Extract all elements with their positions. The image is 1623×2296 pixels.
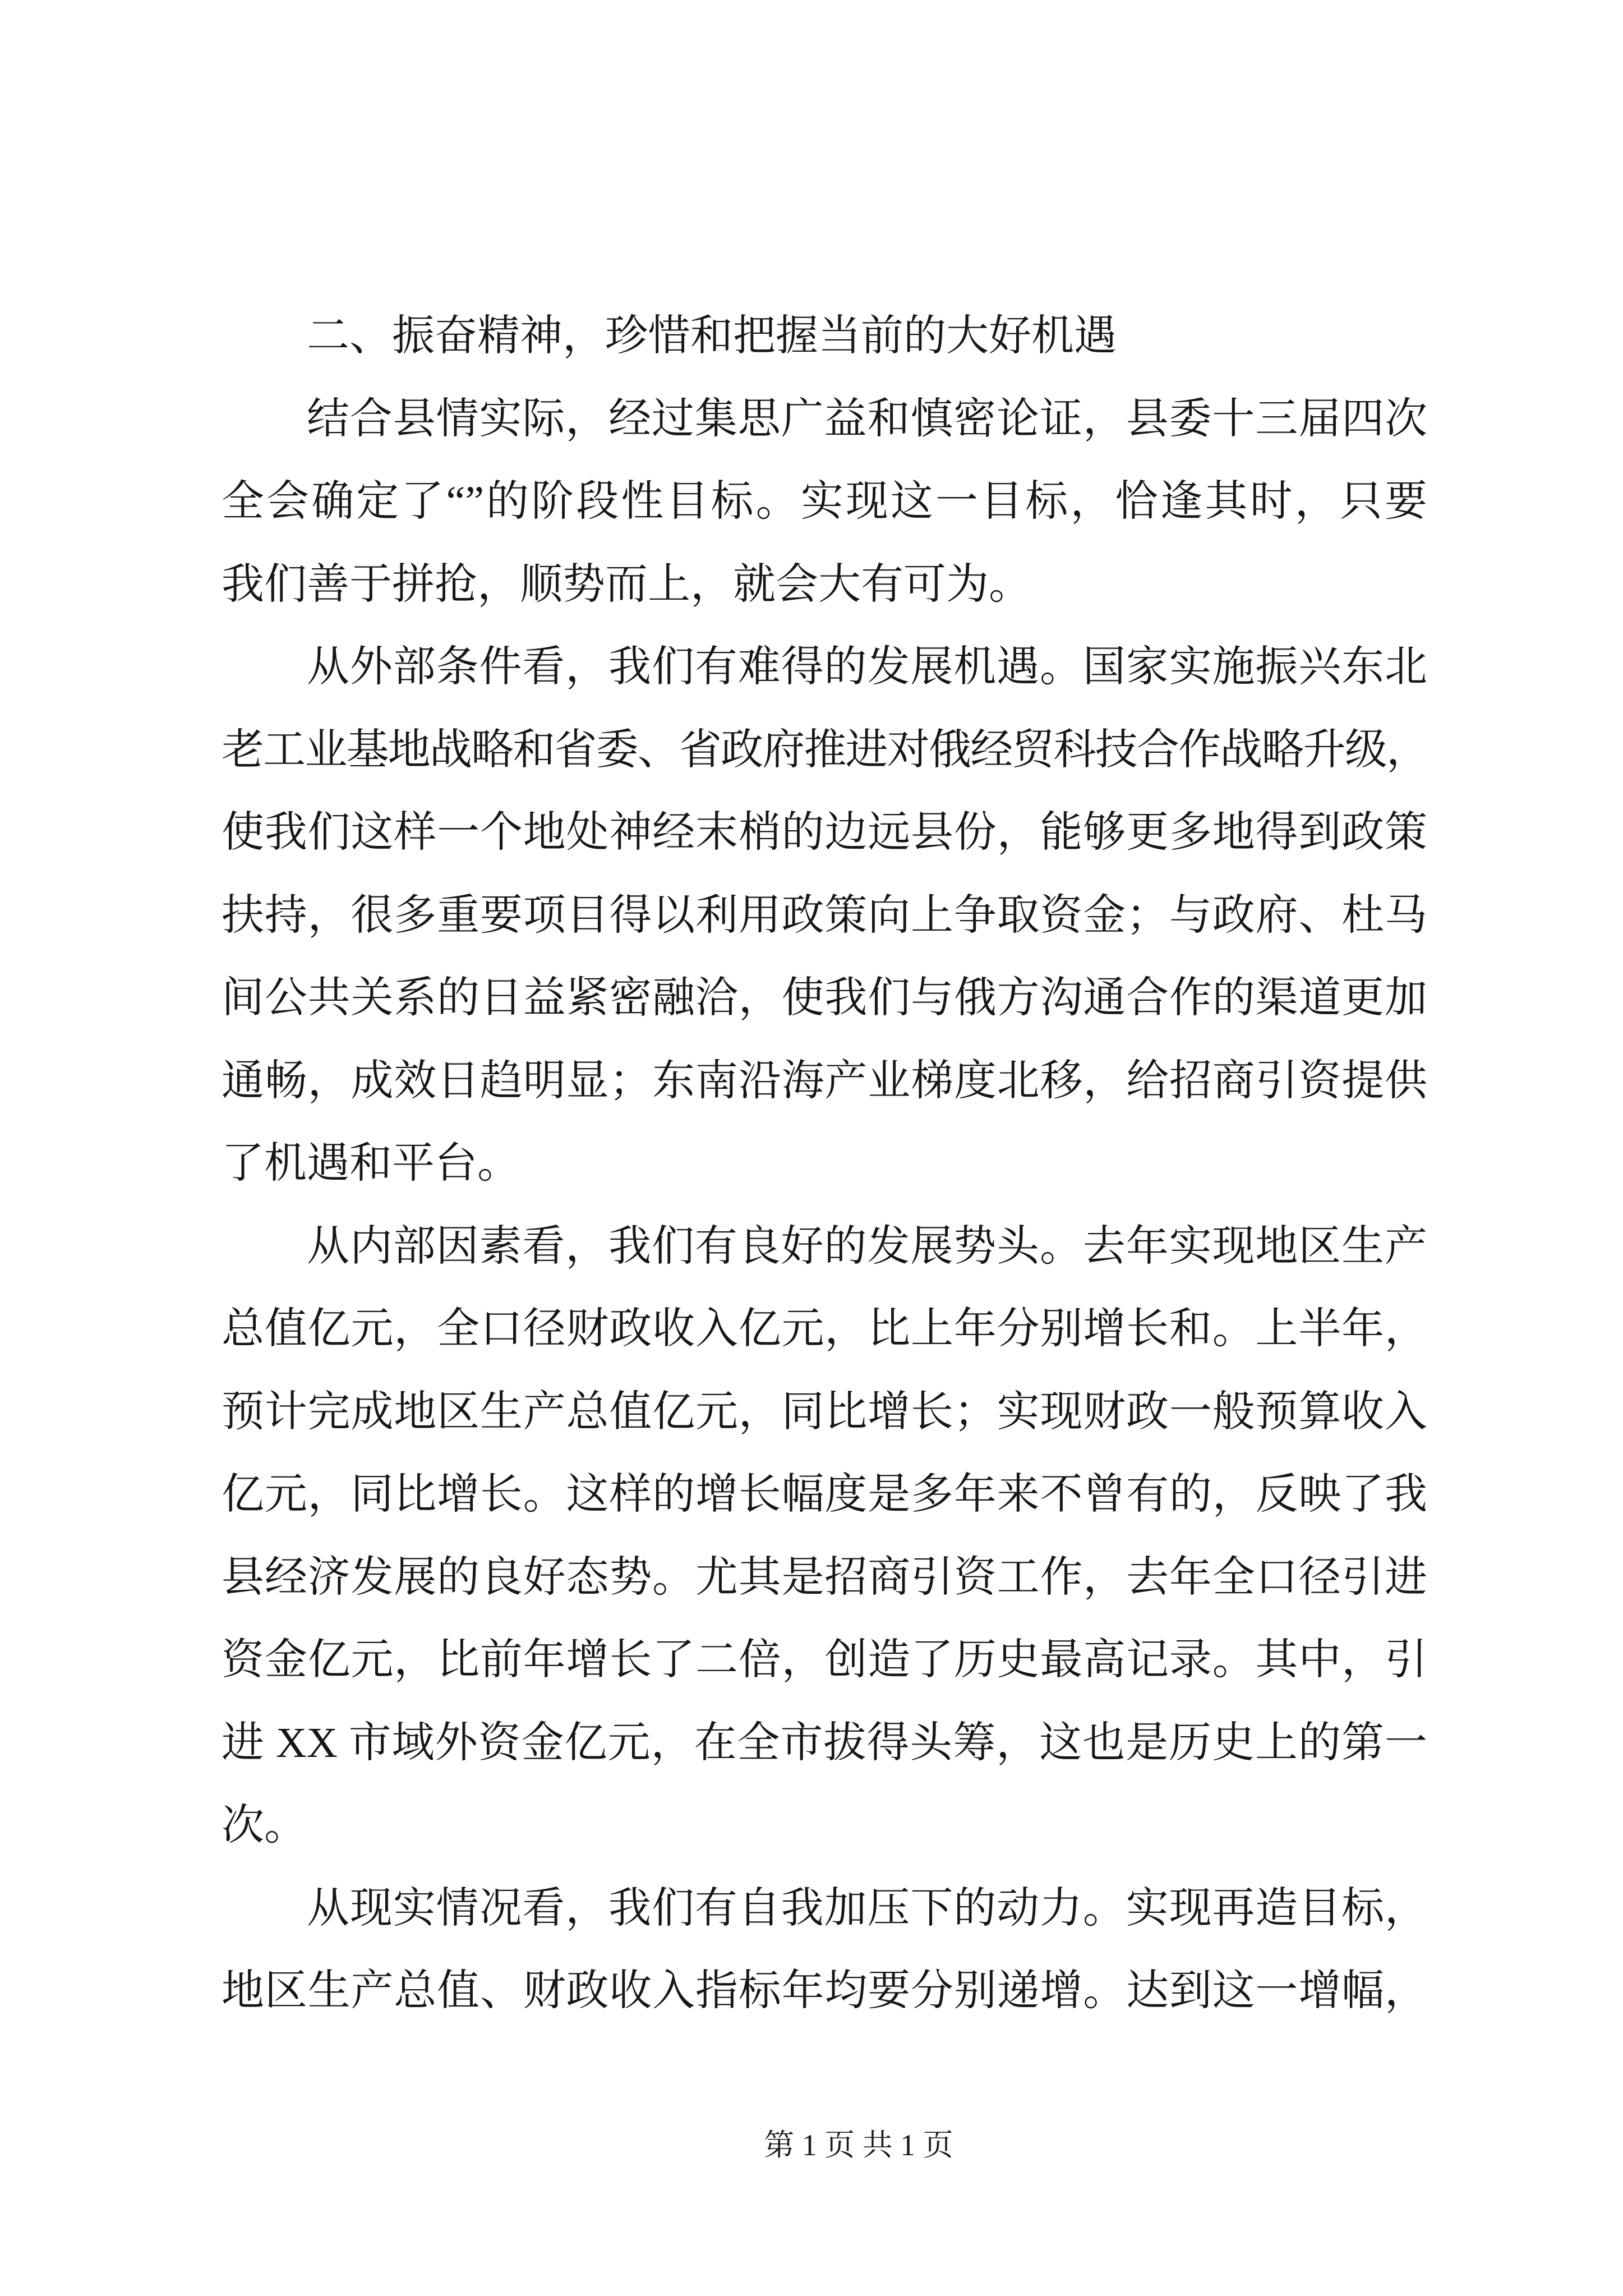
page-footer: [634, 2129, 1083, 2161]
document-body: [222, 295, 1427, 2033]
section-heading: 二、振奋精神，珍惜和把握当前的大好机遇: [307, 312, 1117, 360]
paragraph-line: 老工业基地战略和省委、省政府推进对俄经贸科技合作战略升级，: [222, 726, 1427, 774]
paragraph-line: 通畅，成效日趋明显；东南沿海产业梯度北移，给招商引资提供: [222, 1057, 1427, 1105]
paragraph: [222, 1867, 1427, 2033]
paragraph-line: 从现实情况看，我们有自我加压下的动力。实现再造目标，: [307, 1884, 1427, 1932]
paragraph-line: 间公共关系的日益紧密融洽，使我们与俄方沟通合作的渠道更加: [222, 974, 1427, 1022]
paragraph-line: 地区生产总值、财政收入指标年均要分别递增。达到这一增幅，: [222, 1967, 1427, 2014]
paragraph-line: 从内部因素看，我们有良好的发展势头。去年实现地区生产: [307, 1222, 1427, 1270]
paragraph-line: 总值亿元，全口径财政收入亿元，比上年分别增长和。上半年，: [222, 1305, 1427, 1352]
paragraph-line: 进 XX 市域外资金亿元，在全市拔得头筹，这也是历史上的第一: [222, 1719, 1427, 1766]
paragraph-line: 结合县情实际，经过集思广益和慎密论证，县委十三届四次: [307, 395, 1427, 443]
paragraph-line: 扶持，很多重要项目得以利用政策向上争取资金；与政府、杜马: [222, 891, 1427, 939]
paragraph-line: 亿元，同比增长。这样的增长幅度是多年来不曾有的，反映了我: [222, 1471, 1427, 1518]
paragraph: [222, 1205, 1427, 1867]
paragraph-line: 预计完成地区生产总值亿元，同比增长；实现财政一般预算收入: [222, 1388, 1427, 1435]
page-number: 第 1 页 共 1 页: [764, 2128, 953, 2162]
paragraph-line: 我们善于拼抢，顺势而上，就会大有可为。: [222, 560, 1031, 608]
paragraph-line: 使我们这样一个地处神经末梢的边远县份，能够更多地得到政策: [222, 809, 1427, 856]
paragraph-line: 从外部条件看，我们有难得的发展机遇。国家实施振兴东北: [307, 643, 1427, 691]
paragraph: [222, 378, 1427, 627]
paragraph-line: 全会确定了“”的阶段性目标。实现这一目标，恰逢其时，只要: [222, 478, 1427, 525]
paragraph-line: 了机遇和平台。: [222, 1140, 520, 1187]
paragraph-line: 资金亿元，比前年增长了二倍，创造了历史最高记录。其中，引: [222, 1636, 1427, 1683]
paragraph-line: 县经济发展的良好态势。尤其是招商引资工作，去年全口径引进: [222, 1553, 1427, 1601]
paragraph-line: 次。: [222, 1802, 307, 1849]
paragraph: [222, 626, 1427, 1205]
